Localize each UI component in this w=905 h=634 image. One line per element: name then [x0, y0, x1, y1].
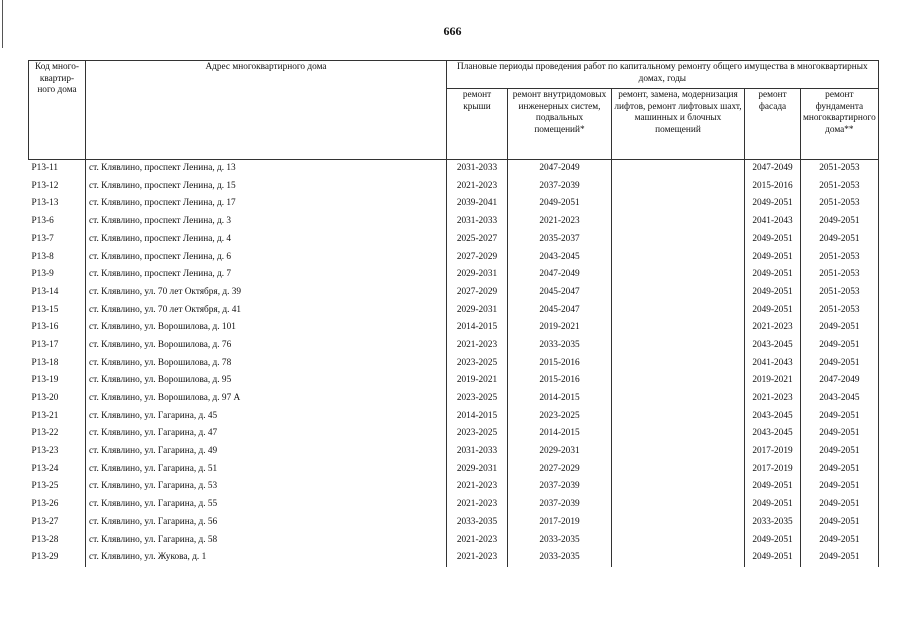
- cell-engineering: 2045-2047: [508, 302, 612, 320]
- cell-facade: 2049-2051: [745, 248, 801, 266]
- cell-foundation: 2051-2053: [801, 160, 879, 178]
- table-row: [29, 337, 879, 355]
- cell-facade: 2049-2051: [745, 496, 801, 514]
- table-row: [29, 231, 879, 249]
- cell-roof: 2027-2029: [447, 248, 508, 266]
- cell-lifts: [612, 478, 745, 496]
- cell-engineering: 2043-2045: [508, 248, 612, 266]
- cell-code: Р13-6: [31, 216, 54, 227]
- table-row: [29, 531, 879, 549]
- cell-lifts: [612, 195, 745, 213]
- cell-lifts: [612, 514, 745, 532]
- header-facade: ремонт фасада: [745, 89, 801, 160]
- cell-facade: 2041-2043: [745, 213, 801, 231]
- cell-code: Р13-26: [31, 499, 59, 510]
- cell-roof: 2021-2023: [447, 549, 508, 567]
- cell-code: Р13-9: [31, 269, 54, 280]
- cell-address: ст. Клявлино, проспект Ленина, д. 3: [86, 213, 447, 231]
- cell-lifts: [612, 372, 745, 390]
- table-row: [29, 408, 879, 426]
- cell-engineering: 2027-2029: [508, 461, 612, 479]
- table-header: [29, 61, 879, 160]
- cell-roof: 2031-2033: [447, 443, 508, 461]
- cell-lifts: [612, 425, 745, 443]
- cell-foundation: 2049-2051: [801, 319, 879, 337]
- table-row: [29, 248, 879, 266]
- cell-lifts: [612, 160, 745, 178]
- cell-lifts: [612, 284, 745, 302]
- cell-roof: 2023-2025: [447, 355, 508, 373]
- cell-address: ст. Клявлино, ул. Ворошилова, д. 78: [86, 355, 447, 373]
- table-row: [29, 461, 879, 479]
- cell-address: ст. Клявлино, ул. Гагарина, д. 58: [86, 531, 447, 549]
- cell-facade: 2049-2051: [745, 195, 801, 213]
- cell-roof: 2021-2023: [447, 496, 508, 514]
- cell-lifts: [612, 248, 745, 266]
- cell-facade: 2041-2043: [745, 355, 801, 373]
- cell-lifts: [612, 355, 745, 373]
- cell-engineering: 2047-2049: [508, 160, 612, 178]
- cell-code: Р13-27: [31, 516, 59, 527]
- cell-foundation: 2049-2051: [801, 496, 879, 514]
- cell-address: ст. Клявлино, ул. Ворошилова, д. 101: [86, 319, 447, 337]
- cell-roof: 2025-2027: [447, 231, 508, 249]
- cell-engineering: 2037-2039: [508, 178, 612, 196]
- header-periods: Плановые периоды проведения работ по капитальному ремонту общего имущества в многоквартирных домах, годы: [447, 61, 879, 89]
- cell-lifts: [612, 531, 745, 549]
- cell-lifts: [612, 231, 745, 249]
- cell-facade: 2049-2051: [745, 231, 801, 249]
- cell-foundation: 2051-2053: [801, 248, 879, 266]
- table-row: [29, 372, 879, 390]
- cell-foundation: 2051-2053: [801, 302, 879, 320]
- table-row: [29, 355, 879, 373]
- table-row: [29, 514, 879, 532]
- cell-code: Р13-11: [31, 163, 59, 174]
- cell-address: ст. Клявлино, проспект Ленина, д. 17: [86, 195, 447, 213]
- cell-engineering: 2033-2035: [508, 531, 612, 549]
- cell-roof: 2014-2015: [447, 319, 508, 337]
- cell-address: ст. Клявлино, ул. 70 лет Октября, д. 39: [86, 284, 447, 302]
- cell-address: ст. Клявлино, ул. Гагарина, д. 55: [86, 496, 447, 514]
- cell-foundation: 2051-2053: [801, 284, 879, 302]
- cell-facade: 2015-2016: [745, 178, 801, 196]
- cell-lifts: [612, 302, 745, 320]
- cell-facade: 2043-2045: [745, 425, 801, 443]
- cell-address: ст. Клявлино, проспект Ленина, д. 4: [86, 231, 447, 249]
- cell-address: ст. Клявлино, ул. Ворошилова, д. 76: [86, 337, 447, 355]
- cell-code: Р13-16: [31, 322, 59, 333]
- cell-lifts: [612, 443, 745, 461]
- cell-foundation: 2051-2053: [801, 266, 879, 284]
- cell-code: Р13-22: [31, 428, 59, 439]
- cell-facade: 2049-2051: [745, 478, 801, 496]
- cell-foundation: 2051-2053: [801, 195, 879, 213]
- cell-engineering: 2015-2016: [508, 355, 612, 373]
- cell-address: ст. Клявлино, ул. Гагарина, д. 51: [86, 461, 447, 479]
- cell-facade: 2019-2021: [745, 372, 801, 390]
- cell-facade: 2049-2051: [745, 302, 801, 320]
- cell-code: Р13-19: [31, 375, 59, 386]
- cell-facade: 2021-2023: [745, 319, 801, 337]
- cell-facade: 2017-2019: [745, 461, 801, 479]
- cell-engineering: 2033-2035: [508, 337, 612, 355]
- cell-roof: 2033-2035: [447, 514, 508, 532]
- cell-roof: 2029-2031: [447, 461, 508, 479]
- cell-code: Р13-28: [31, 534, 59, 545]
- cell-roof: 2031-2033: [447, 160, 508, 178]
- cell-foundation: 2049-2051: [801, 478, 879, 496]
- cell-roof: 2023-2025: [447, 425, 508, 443]
- cell-facade: 2049-2051: [745, 531, 801, 549]
- table-row: [29, 160, 879, 178]
- table-row: [29, 496, 879, 514]
- header-engineering: ремонт внутридомовых инженерных систем, подвальных помещений*: [508, 89, 612, 160]
- cell-lifts: [612, 319, 745, 337]
- header-lifts: ремонт, замена, модернизация лифтов, ремонт лифтовых шахт, машинных и блочных помещений: [612, 89, 745, 160]
- cell-facade: 2049-2051: [745, 549, 801, 567]
- cell-engineering: 2037-2039: [508, 496, 612, 514]
- cell-code: Р13-25: [31, 481, 59, 492]
- cell-roof: 2021-2023: [447, 337, 508, 355]
- cell-roof: 2039-2041: [447, 195, 508, 213]
- cell-foundation: 2049-2051: [801, 514, 879, 532]
- cell-foundation: 2047-2049: [801, 372, 879, 390]
- page-number: 666: [443, 24, 462, 38]
- cell-facade: 2049-2051: [745, 266, 801, 284]
- cell-address: ст. Клявлино, ул. Гагарина, д. 49: [86, 443, 447, 461]
- table-row: [29, 443, 879, 461]
- cell-code: Р13-20: [31, 393, 59, 404]
- header-foundation: ремонт фундамента многоквартирного дома**: [801, 89, 879, 160]
- cell-facade: 2033-2035: [745, 514, 801, 532]
- cell-engineering: 2021-2023: [508, 213, 612, 231]
- cell-foundation: 2049-2051: [801, 531, 879, 549]
- cell-lifts: [612, 549, 745, 567]
- cell-roof: 2029-2031: [447, 266, 508, 284]
- cell-facade: 2043-2045: [745, 337, 801, 355]
- cell-engineering: 2014-2015: [508, 390, 612, 408]
- cell-engineering: 2023-2025: [508, 408, 612, 426]
- cell-address: ст. Клявлино, проспект Ленина, д. 13: [86, 160, 447, 178]
- cell-roof: 2021-2023: [447, 531, 508, 549]
- cell-lifts: [612, 461, 745, 479]
- table-row: [29, 319, 879, 337]
- header-roof: ремонт крыши: [447, 89, 508, 160]
- table-row: [29, 195, 879, 213]
- table-row: [29, 266, 879, 284]
- cell-code: Р13-18: [31, 357, 59, 368]
- cell-foundation: 2049-2051: [801, 337, 879, 355]
- cell-roof: 2029-2031: [447, 302, 508, 320]
- cell-foundation: 2049-2051: [801, 213, 879, 231]
- cell-lifts: [612, 496, 745, 514]
- table-row: [29, 284, 879, 302]
- cell-engineering: 2045-2047: [508, 284, 612, 302]
- table-row: [29, 390, 879, 408]
- cell-engineering: 2047-2049: [508, 266, 612, 284]
- cell-facade: 2049-2051: [745, 284, 801, 302]
- cell-foundation: 2049-2051: [801, 355, 879, 373]
- cell-code: Р13-13: [31, 198, 59, 209]
- cell-address: ст. Клявлино, ул. Ворошилова, д. 97 А: [86, 390, 447, 408]
- cell-foundation: 2049-2051: [801, 443, 879, 461]
- cell-engineering: 2029-2031: [508, 443, 612, 461]
- cell-roof: 2021-2023: [447, 478, 508, 496]
- cell-foundation: 2049-2051: [801, 408, 879, 426]
- cell-lifts: [612, 213, 745, 231]
- table-row: [29, 425, 879, 443]
- cell-lifts: [612, 390, 745, 408]
- cell-lifts: [612, 178, 745, 196]
- table-body: [29, 160, 879, 567]
- cell-foundation: 2049-2051: [801, 231, 879, 249]
- cell-address: ст. Клявлино, проспект Ленина, д. 7: [86, 266, 447, 284]
- cell-roof: 2021-2023: [447, 178, 508, 196]
- cell-roof: 2027-2029: [447, 284, 508, 302]
- cell-code: Р13-21: [31, 410, 59, 421]
- table-row: [29, 478, 879, 496]
- cell-code: Р13-14: [31, 286, 59, 297]
- cell-code: Р13-7: [31, 233, 54, 244]
- cell-facade: 2021-2023: [745, 390, 801, 408]
- cell-address: ст. Клявлино, проспект Ленина, д. 6: [86, 248, 447, 266]
- capital-repair-plan-table: [28, 60, 879, 567]
- cell-address: ст. Клявлино, ул. Жукова, д. 1: [86, 549, 447, 567]
- cell-foundation: 2049-2051: [801, 425, 879, 443]
- cell-roof: 2031-2033: [447, 213, 508, 231]
- cell-engineering: 2035-2037: [508, 231, 612, 249]
- cell-engineering: 2049-2051: [508, 195, 612, 213]
- cell-foundation: 2049-2051: [801, 461, 879, 479]
- cell-engineering: 2033-2035: [508, 549, 612, 567]
- cell-foundation: 2051-2053: [801, 178, 879, 196]
- cell-lifts: [612, 266, 745, 284]
- cell-engineering: 2017-2019: [508, 514, 612, 532]
- header-address: Адрес многоквартирного дома: [86, 61, 447, 160]
- cell-code: Р13-23: [31, 446, 59, 457]
- cell-code: Р13-24: [31, 463, 59, 474]
- cell-address: ст. Клявлино, ул. Ворошилова, д. 95: [86, 372, 447, 390]
- cell-roof: 2023-2025: [447, 390, 508, 408]
- cell-engineering: 2019-2021: [508, 319, 612, 337]
- cell-lifts: [612, 337, 745, 355]
- cell-code: Р13-17: [31, 339, 59, 350]
- cell-address: ст. Клявлино, проспект Ленина, д. 15: [86, 178, 447, 196]
- cell-address: ст. Клявлино, ул. 70 лет Октября, д. 41: [86, 302, 447, 320]
- cell-foundation: 2043-2045: [801, 390, 879, 408]
- cell-facade: 2043-2045: [745, 408, 801, 426]
- table-row: [29, 178, 879, 196]
- cell-facade: 2047-2049: [745, 160, 801, 178]
- table-row: [29, 213, 879, 231]
- cell-facade: 2017-2019: [745, 443, 801, 461]
- cell-code: Р13-15: [31, 304, 59, 315]
- cell-address: ст. Клявлино, ул. Гагарина, д. 45: [86, 408, 447, 426]
- cell-roof: 2019-2021: [447, 372, 508, 390]
- cell-engineering: 2014-2015: [508, 425, 612, 443]
- cell-address: ст. Клявлино, ул. Гагарина, д. 53: [86, 478, 447, 496]
- cell-code: Р13-8: [31, 251, 54, 262]
- cell-engineering: 2015-2016: [508, 372, 612, 390]
- cell-foundation: 2049-2051: [801, 549, 879, 567]
- cell-code: Р13-12: [31, 180, 59, 191]
- header-code: Код много-квартир-ного дома: [29, 61, 86, 160]
- table-row: [29, 549, 879, 567]
- cell-lifts: [612, 408, 745, 426]
- cell-address: ст. Клявлино, ул. Гагарина, д. 47: [86, 425, 447, 443]
- cell-address: ст. Клявлино, ул. Гагарина, д. 56: [86, 514, 447, 532]
- cell-engineering: 2037-2039: [508, 478, 612, 496]
- cell-code: Р13-29: [31, 552, 59, 563]
- table-row: [29, 302, 879, 320]
- cell-roof: 2014-2015: [447, 408, 508, 426]
